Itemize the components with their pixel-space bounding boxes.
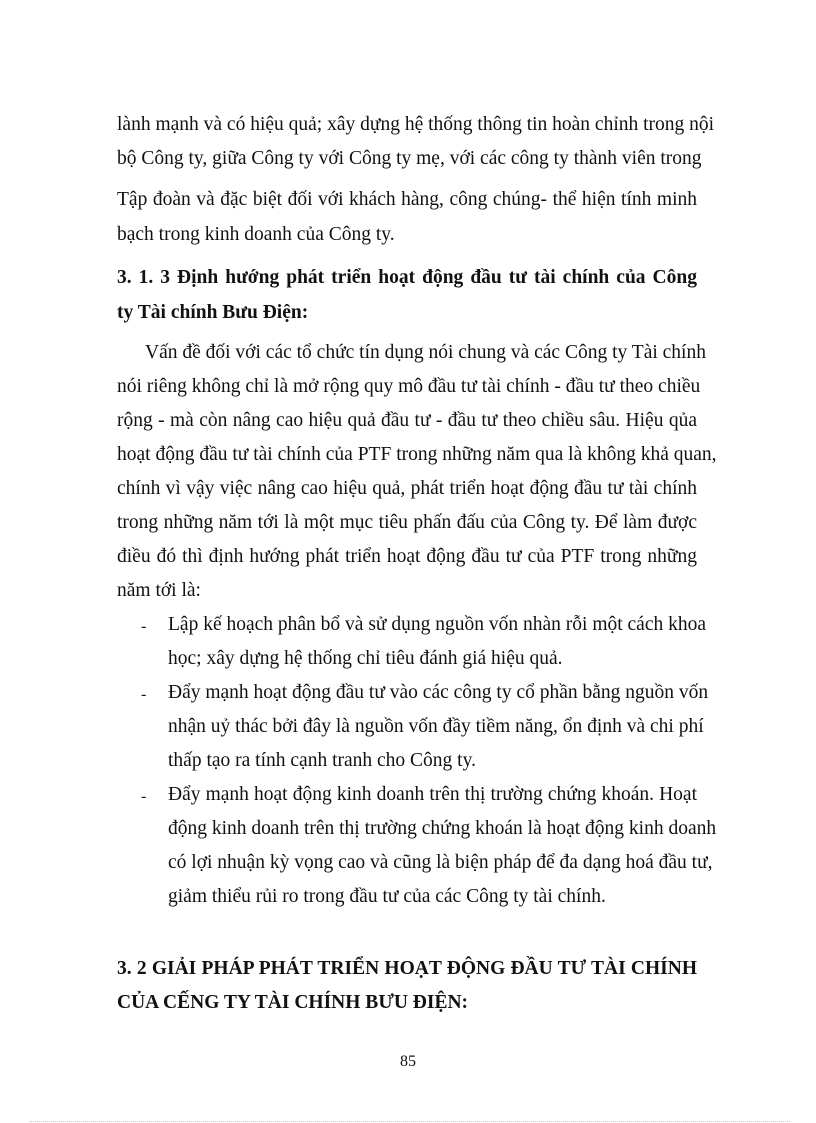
section-heading: ty Tài chính Bưu Điện: — [117, 302, 309, 323]
bullet-line: nhận uỷ thác bởi đây là nguồn vốn đầy tiềm năng, ổn định và chi phí — [168, 716, 704, 737]
bullet-line: Đẩy mạnh hoạt động kinh doanh trên thị trường chứng khoán. Hoạt — [168, 784, 697, 805]
paragraph-line: chính vì vậy việc nâng cao hiệu quả, phát triển hoạt động đầu tư tài chính — [117, 478, 697, 499]
paragraph-line: hoạt động đầu tư tài chính của PTF trong những năm qua là không khả quan, — [117, 444, 717, 465]
bullet-line: giảm thiểu rủi ro trong đầu tư của các Công ty tài chính. — [168, 886, 606, 907]
section-heading: CỦA CẾNG TY TÀI CHÍNH BƯU ĐIỆN: — [117, 992, 469, 1013]
paragraph-line: bạch trong kinh doanh của Công ty. — [117, 224, 395, 245]
section-heading: 3. 1. 3 Định hướng phát triển hoạt động đầu tư tài chính của Công — [117, 267, 697, 288]
paragraph-line: điều đó thì định hướng phát triển hoạt động đầu tư của PTF trong những — [117, 546, 697, 567]
page-bottom-border — [30, 1121, 790, 1122]
bullet-line: động kinh doanh trên thị trường chứng khoán là hoạt động kinh doanh — [168, 818, 717, 839]
bullet-line: Đẩy mạnh hoạt động đầu tư vào các công ty cổ phần bằng nguồn vốn — [168, 682, 709, 703]
paragraph-line: Tập đoàn và đặc biệt đối với khách hàng, công chúng- thể hiện tính minh — [117, 189, 697, 210]
paragraph-line: Vấn đề đối với các tổ chức tín dụng nói chung và các Công ty Tài chính — [145, 342, 706, 363]
paragraph-line: năm tới là: — [117, 580, 201, 601]
bullet-line: Lập kế hoạch phân bổ và sử dụng nguồn vốn nhàn rỗi một cách khoa — [168, 614, 707, 635]
paragraph-line: lành mạnh và có hiệu quả; xây dựng hệ thống thông tin hoàn chỉnh trong nội — [117, 114, 715, 135]
bullet-line: học; xây dựng hệ thống chỉ tiêu đánh giá hiệu quả. — [168, 648, 563, 669]
paragraph-line: bộ Công ty, giữa Công ty với Công ty mẹ, với các công ty thành viên trong — [117, 148, 702, 169]
paragraph-line: nói riêng không chỉ là mở rộng quy mô đầu tư tài chính - đầu tư theo chiều — [117, 376, 701, 397]
bullet-line: có lợi nhuận kỳ vọng cao và cũng là biện pháp để đa dạng hoá đầu tư, — [168, 852, 713, 873]
section-heading: 3. 2 GIẢI PHÁP PHÁT TRIỂN HOẠT ĐỘNG ĐẦU TƯ TÀI CHÍNH — [117, 958, 697, 979]
bullet-marker: - — [141, 686, 147, 703]
page-number: 85 — [400, 1053, 416, 1070]
paragraph-line: trong những năm tới là một mục tiêu phấn đấu của Công ty. Để làm được — [117, 512, 697, 533]
paragraph-line: rộng - mà còn nâng cao hiệu quả đầu tư - đầu tư theo chiều sâu. Hiệu qủa — [117, 410, 697, 431]
bullet-line: thấp tạo ra tính cạnh tranh cho Công ty. — [168, 750, 476, 771]
bullet-marker: - — [141, 788, 147, 805]
bullet-marker: - — [141, 618, 147, 635]
